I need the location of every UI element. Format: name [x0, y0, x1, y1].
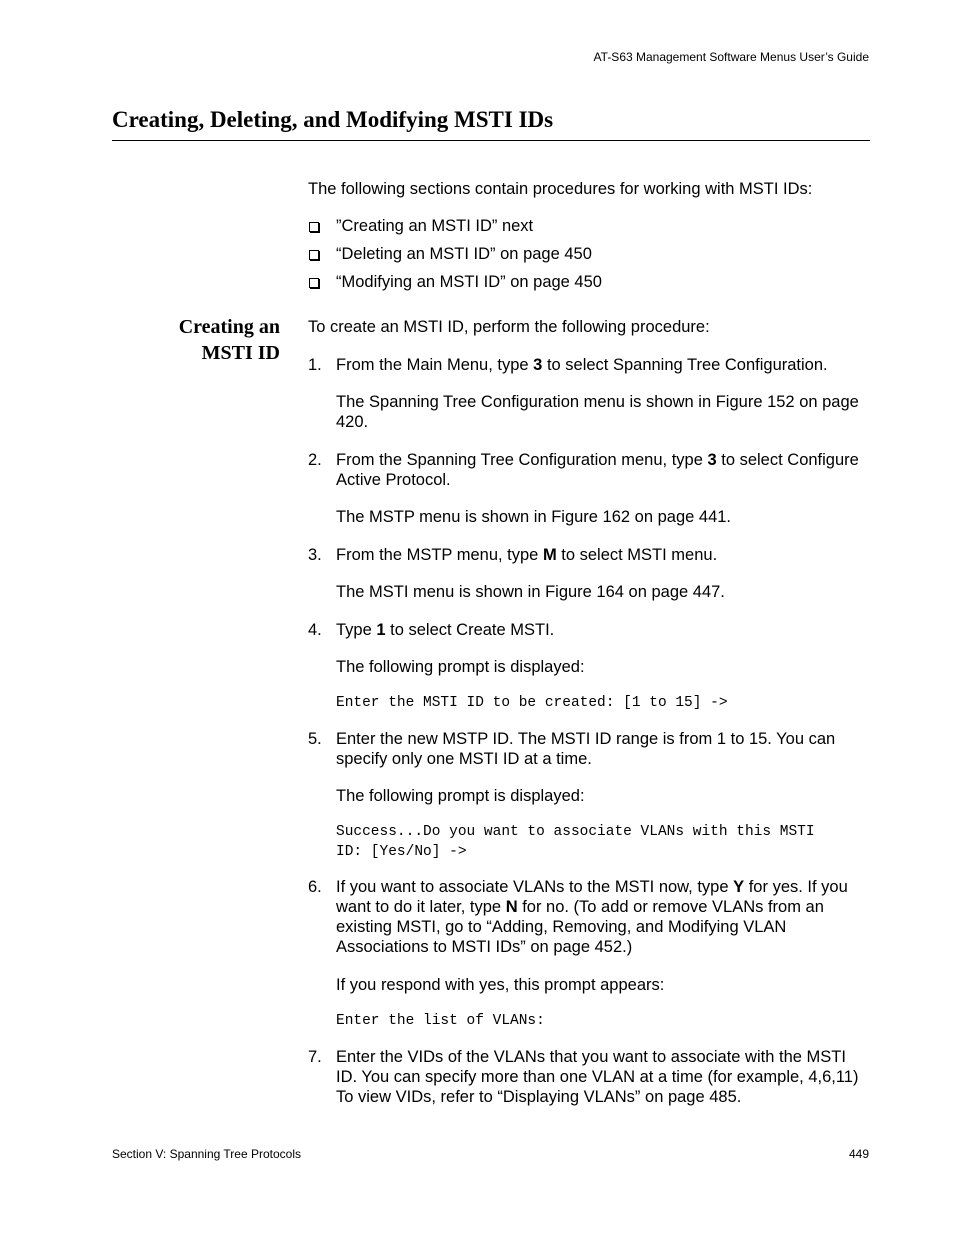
- bullet-item: “Deleting an MSTI ID” on page 450: [336, 245, 592, 263]
- section-title: Creating, Deleting, and Modifying MSTI IDs: [112, 107, 554, 132]
- checkbox-bullet-icon: [309, 250, 319, 260]
- step-number: 2.: [308, 451, 322, 469]
- footer-section: Section V: Spanning Tree Protocols: [112, 1147, 301, 1161]
- intro-paragraph: The following sections contain procedures for working with MSTI IDs:: [308, 180, 813, 198]
- step-note: The following prompt is displayed:: [336, 787, 585, 805]
- step-text: Enter the new MSTP ID. The MSTI ID range is from 1 to 15. You can specify only one MSTI ID at a time.: [336, 730, 836, 768]
- step-note: If you respond with yes, this prompt appears:: [336, 976, 665, 994]
- console-prompt: Enter the list of VLANs:: [336, 1013, 545, 1029]
- step-number: 3.: [308, 546, 322, 564]
- console-prompt: ID: [Yes/No] ->: [336, 844, 467, 860]
- checkbox-bullet-icon: [309, 278, 319, 288]
- checkbox-bullet-icon: [309, 222, 319, 232]
- bullet-item: “Modifying an MSTI ID” on page 450: [336, 273, 602, 291]
- subsection-heading-line: Creating an: [178, 316, 280, 338]
- page-number: 449: [848, 1147, 869, 1161]
- step-number: 4.: [308, 621, 322, 639]
- step-number: 7.: [308, 1048, 322, 1066]
- step-text: From the Main Menu, type 3 to select Spanning Tree Configuration.: [336, 356, 828, 374]
- step-note: The following prompt is displayed:: [336, 658, 585, 676]
- procedure-lead: To create an MSTI ID, perform the following procedure:: [308, 318, 710, 336]
- running-header: AT-S63 Management Software Menus User’s Guide: [593, 50, 869, 64]
- step-text: Type 1 to select Create MSTI.: [336, 621, 555, 639]
- step-number: 1.: [308, 356, 322, 374]
- step-number: 5.: [308, 730, 322, 748]
- console-prompt: Enter the MSTI ID to be created: [1 to 15] ->: [336, 695, 728, 711]
- subsection-heading-line: MSTI ID: [201, 342, 280, 364]
- console-prompt: Success...Do you want to associate VLANs with this MSTI: [336, 824, 815, 840]
- step-note: The MSTP menu is shown in Figure 162 on page 441.: [336, 508, 732, 526]
- step-text: Enter the VIDs of the VLANs that you want to associate with the MSTI ID. You can specify more than one VLAN at a time (for example, 4,6,11) To view VIDs, refer to “Displaying VLANs” on page 485.: [336, 1048, 859, 1106]
- step-note: The Spanning Tree Configuration menu is shown in Figure 152 on page 420.: [336, 393, 859, 431]
- step-text: From the Spanning Tree Configuration menu, type 3 to select Configure Active Protocol.: [336, 451, 859, 489]
- subsection-heading: [179, 314, 280, 366]
- step-text: From the MSTP menu, type M to select MSTI menu.: [336, 546, 718, 564]
- step-note: The MSTI menu is shown in Figure 164 on page 447.: [336, 583, 725, 601]
- bullet-item: ”Creating an MSTI ID” next: [336, 217, 534, 235]
- step-number: 6.: [308, 878, 322, 896]
- title-rule: [112, 140, 870, 141]
- step-text: If you want to associate VLANs to the MSTI now, type Y for yes. If you want to do it later, type N for no. (To add or remove VLANs from an existing MSTI, go to “Adding, Removing, and Modifying VLAN Associations to MSTI IDs” on page 452.): [336, 878, 848, 956]
